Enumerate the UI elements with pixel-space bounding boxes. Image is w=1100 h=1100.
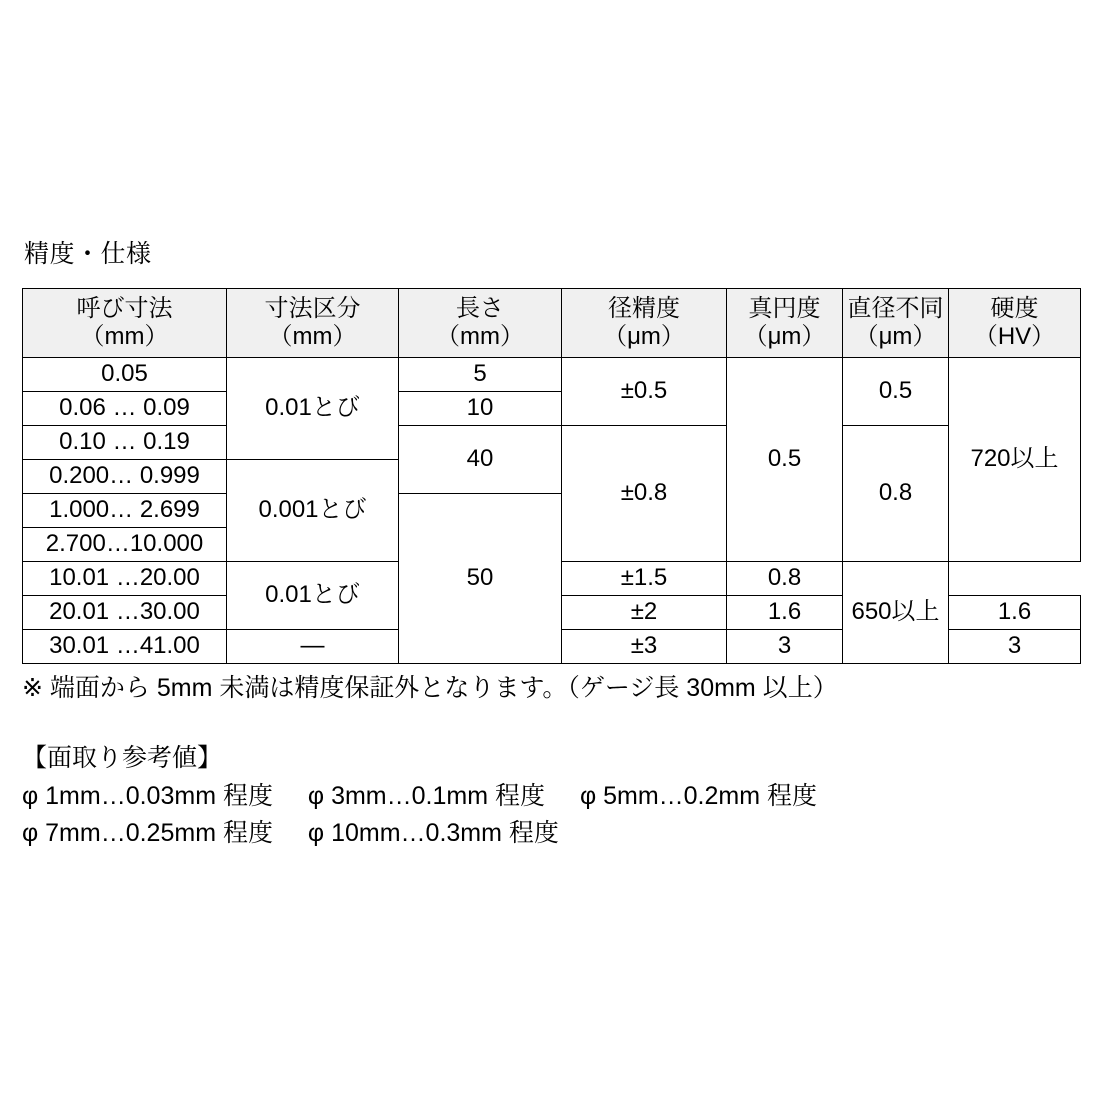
- cell-dimension-class: 0.001とび: [227, 460, 399, 562]
- spec-table-container: [22, 288, 1080, 664]
- cell-nominal-size: 0.06 … 0.09: [23, 392, 227, 426]
- cell-nominal-size: 20.01 …30.00: [23, 596, 227, 630]
- chamfer-item: φ 3mm…0.1mm 程度: [307, 782, 545, 811]
- col-header-length: 長さ （mm）: [399, 289, 562, 358]
- cell-nominal-size: 30.01 …41.00: [23, 630, 227, 664]
- col-header-nominal-size: 呼び寸法 （mm）: [23, 289, 227, 358]
- table-header-row: [23, 289, 1081, 358]
- col-header-diameter-variation: 直径不同 （μm）: [843, 289, 949, 358]
- cell-nominal-size: 2.700…10.000: [23, 528, 227, 562]
- chamfer-heading: 【面取り参考値】: [22, 744, 223, 772]
- cell-length: 5: [399, 358, 562, 392]
- cell-nominal-size: 0.10 … 0.19: [23, 426, 227, 460]
- cell-hardness: 650以上: [843, 562, 949, 664]
- cell-length: 10: [399, 392, 562, 426]
- cell-roundness: 0.8: [727, 562, 843, 596]
- cell-diameter-accuracy: ±1.5: [562, 562, 727, 596]
- chamfer-row-1: [22, 778, 845, 814]
- table-row: [23, 358, 1081, 392]
- col-header-hardness: 硬度 （HV）: [949, 289, 1081, 358]
- cell-diameter-accuracy: ±3: [562, 630, 727, 664]
- cell-dimension-class: 0.01とび: [227, 358, 399, 460]
- chamfer-row-2: [22, 815, 845, 851]
- cell-diameter-variation: 0.8: [843, 426, 949, 562]
- cell-diameter-variation: 1.6: [949, 596, 1081, 630]
- page-title-text: 精度・仕様: [24, 240, 152, 268]
- cell-hardness: 720以上: [949, 358, 1081, 562]
- cell-diameter-accuracy: ±0.5: [562, 358, 727, 426]
- table-body: [23, 358, 1081, 664]
- chamfer-item: φ 7mm…0.25mm 程度: [22, 818, 273, 847]
- cell-nominal-size: 0.200… 0.999: [23, 460, 227, 494]
- cell-nominal-size: 1.000… 2.699: [23, 494, 227, 528]
- col-header-roundness: 真円度 （μm）: [727, 289, 843, 358]
- cell-nominal-size: 0.05: [23, 358, 227, 392]
- cell-roundness: 0.5: [727, 358, 843, 562]
- chamfer-item: φ 1mm…0.03mm 程度: [22, 782, 273, 811]
- spec-table: [22, 288, 1081, 664]
- table-row: [23, 426, 1081, 460]
- cell-dimension-class: —: [227, 630, 399, 664]
- cell-diameter-variation: 0.5: [843, 358, 949, 426]
- cell-nominal-size: 10.01 …20.00: [23, 562, 227, 596]
- cell-diameter-variation: 3: [949, 630, 1081, 664]
- col-header-dimension-class: 寸法区分 （mm）: [227, 289, 399, 358]
- chamfer-item: φ 5mm…0.2mm 程度: [579, 782, 817, 811]
- table-header: [23, 289, 1081, 358]
- chamfer-reference-block: [22, 740, 845, 851]
- cell-length: 50: [399, 494, 562, 664]
- chamfer-item: φ 10mm…0.3mm 程度: [307, 818, 559, 847]
- cell-roundness: 3: [727, 630, 843, 664]
- cell-diameter-accuracy: ±0.8: [562, 426, 727, 562]
- page-title: [24, 242, 152, 267]
- cell-diameter-accuracy: ±2: [562, 596, 727, 630]
- cell-roundness: 1.6: [727, 596, 843, 630]
- col-header-diameter-accuracy: 径精度 （μm）: [562, 289, 727, 358]
- cell-dimension-class: 0.01とび: [227, 562, 399, 630]
- cell-length: 40: [399, 426, 562, 494]
- accuracy-note: ※ 端面から 5mm 未満は精度保証外となります。（ゲージ長 30mm 以上）: [22, 674, 838, 702]
